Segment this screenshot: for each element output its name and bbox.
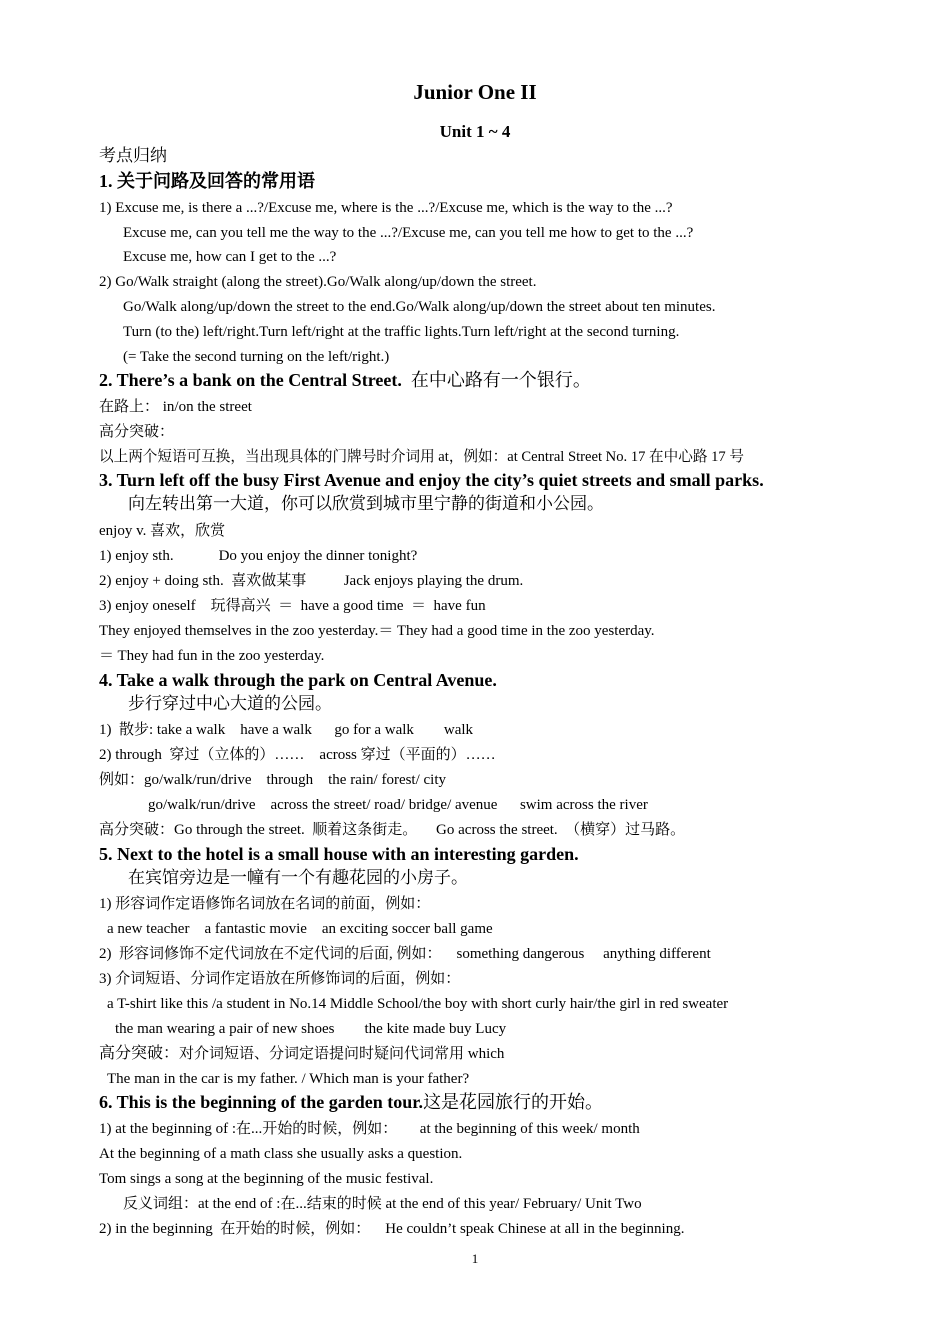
text-line: a new teacher a fantastic movie an exciting soccer ball game <box>107 921 493 937</box>
text-line: 以上两个短语可互换，当出现具体的门牌号时介词用 at，例如：at Central Street No. 17 在中心路 17 号 <box>99 449 744 465</box>
text-line: At the beginning of a math class she usually asks a question. <box>99 1146 463 1162</box>
text-line: 1) 形容词作定语修饰名词放在名词的前面，例如： <box>99 896 431 912</box>
point-heading-4: 4. Take a walk through the park on Central Avenue. <box>99 670 497 690</box>
point-heading-3: 3. Turn left off the busy First Avenue and enjoy the city’s quiet streets and small parks. <box>99 470 764 490</box>
text-line: 1) at the beginning of :在...开始的时候，例如： at the beginning of this week/ month <box>99 1121 640 1137</box>
text-line: 2) enjoy + doing sth. 喜欢做某事 Jack enjoys playing the drum. <box>99 573 524 589</box>
text-line: 高分突破：对介词短语、分词定语提问时疑问代词常用 which <box>99 1043 505 1062</box>
text-line: 反义词组：at the end of :在...结束的时候 at the end of this year/ February/ Unit Two <box>123 1196 642 1212</box>
text-line: the man wearing a pair of new shoes the kite made buy Lucy <box>115 1021 507 1037</box>
text-line: 1) 散步: take a walk have a walk go for a walk walk <box>99 722 474 738</box>
text-line: They enjoyed themselves in the zoo yesterday.＝ They had a good time in the zoo yesterday. <box>99 623 655 639</box>
text-line: enjoy v. 喜欢，欣赏 <box>99 523 226 539</box>
text-line: The man in the car is my father. / Which man is your father? <box>107 1071 470 1087</box>
text-line: 1) enjoy sth. Do you enjoy the dinner tonight? <box>99 548 418 564</box>
text-line: Tom sings a song at the beginning of the music festival. <box>99 1171 434 1187</box>
text-line: ＝ They had fun in the zoo yesterday. <box>99 648 325 664</box>
document-subtitle: Unit 1 ~ 4 <box>439 122 511 141</box>
text-line: Go/Walk along/up/down the street to the end.Go/Walk along/up/down the street about ten minutes. <box>123 299 716 315</box>
text-line: Excuse me, can you tell me the way to the ...?/Excuse me, can you tell me how to get to the ...? <box>123 225 694 241</box>
text-line: (= Take the second turning on the left/right.) <box>123 349 390 365</box>
translation-line: 向左转出第一大道，你可以欣赏到城市里宁静的街道和小公园。 <box>128 494 604 514</box>
text-line: 2) Go/Walk straight (along the street).Go/Walk along/up/down the street. <box>99 274 537 290</box>
text-line: go/walk/run/drive across the street/ road/ bridge/ avenue swim across the river <box>148 797 648 813</box>
text-line: 3) enjoy oneself 玩得高兴 ＝ have a good time ＝ have fun <box>99 598 486 614</box>
text-line: 2) 形容词修饰不定代词放在不定代词的后面, 例如： something dangerous anything different <box>99 946 711 962</box>
text-line: 例如：go/walk/run/drive through the rain/ forest/ city <box>99 772 447 788</box>
translation-line: 在宾馆旁边是一幢有一个有趣花园的小房子。 <box>128 868 468 888</box>
point-heading-6: 6. This is the beginning of the garden tour.这是花园旅行的开始。 <box>99 1092 604 1113</box>
text-line: 1) Excuse me, is there a ...?/Excuse me, where is the ...?/Excuse me, which is the way to the ...? <box>99 200 673 216</box>
page-number: 1 <box>471 1251 479 1266</box>
translation-line: 步行穿过中心大道的公园。 <box>128 694 332 714</box>
text-line: 2) through 穿过（立体的）…… across 穿过（平面的）…… <box>99 747 496 763</box>
text-line: 3) 介词短语、分词作定语放在所修饰词的后面，例如： <box>99 971 461 987</box>
text-line: 2) in the beginning 在开始的时候，例如： He couldn’t speak Chinese at all in the beginning. <box>99 1221 685 1237</box>
text-line: 高分突破： <box>99 424 175 440</box>
text-line: Excuse me, how can I get to the ...? <box>123 249 337 265</box>
section-heading: 考点归纳 <box>99 146 167 166</box>
document-title: Junior One II <box>413 80 537 104</box>
point-heading-2: 2. There’s a bank on the Central Street. 在中心路有一个银行。 <box>99 370 591 391</box>
text-line: Turn (to the) left/right.Turn left/right at the traffic lights.Turn left/right at the second turning. <box>123 324 680 340</box>
text-line: a T-shirt like this /a student in No.14 Middle School/the boy with short curly hair/the girl in red sweater <box>107 996 729 1012</box>
point-heading-5: 5. Next to the hotel is a small house with an interesting garden. <box>99 844 579 864</box>
point-heading-1: 1. 关于问路及回答的常用语 <box>99 171 315 191</box>
text-line: 高分突破：Go through the street. 顺着这条街走。 Go across the street. （横穿）过马路。 <box>99 822 686 838</box>
text-line: 在路上： in/on the street <box>99 399 252 415</box>
